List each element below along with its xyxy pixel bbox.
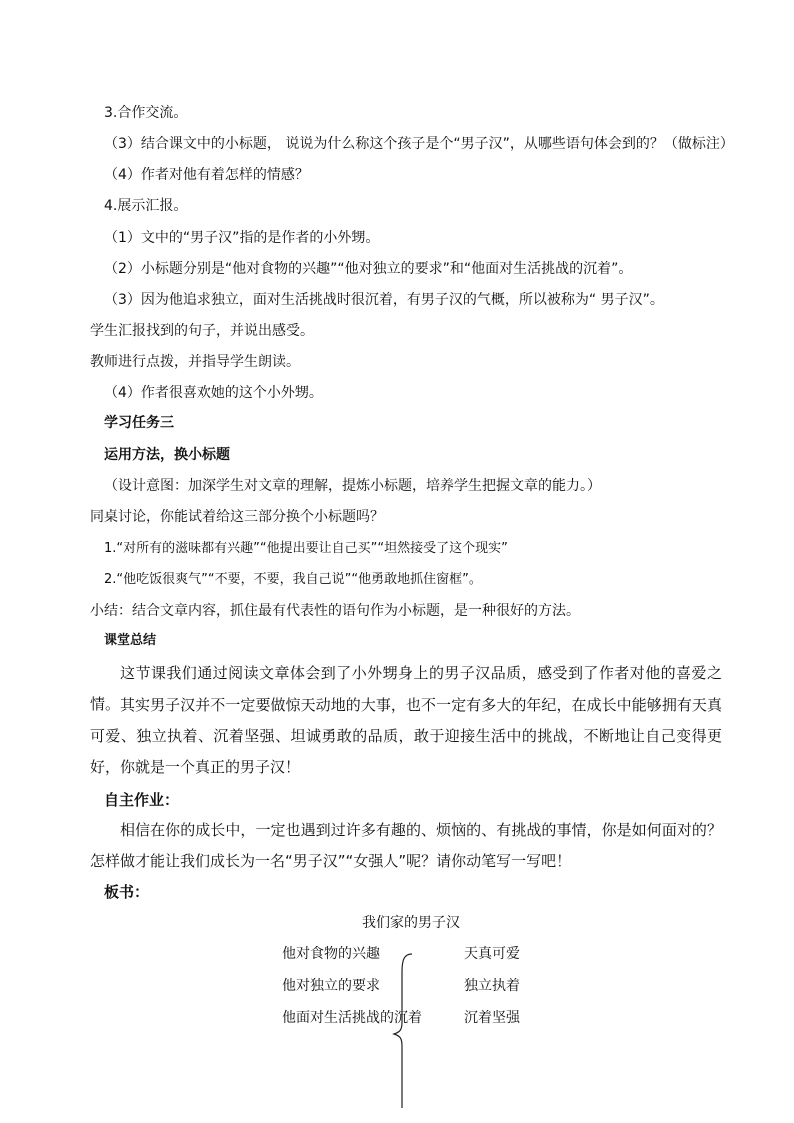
board-right-item: 天真可爱	[464, 946, 520, 962]
board-left-item: 他对食物的兴趣	[282, 946, 380, 962]
summary-paragraph-1: 这节课我们通过阅读文章体会到了小外甥身上的男子汉品质，感受到了作者对他的喜爱之情。	[90, 664, 722, 713]
board-left-item: 他对独立的要求	[282, 978, 380, 994]
board-heading: 板书：	[104, 883, 150, 901]
alternative-titles-2: 2.“他吃饭很爽气”“不要，不要，我自己说”“他勇敢地抓住窗框”。	[104, 572, 482, 587]
section-4-title: 4.展示汇报。	[104, 198, 188, 214]
answer-1: （1）文中的“男子汉”指的是作者的小外甥。	[104, 230, 380, 246]
board-title: 我们家的男子汉	[362, 915, 460, 931]
design-intent: （设计意图：加深学生对文章的理解，提炼小标题，培养学生把握文章的能力。）	[104, 478, 601, 494]
class-summary-heading: 课堂总结	[104, 633, 157, 648]
homework-paragraph: 相信在你的成长中，一定也遇到过许多有趣的、烦恼的、有挑战的事情，你是如何面对的？怎样做才能让我们成长为一名“男子汉”“女强人”呢？请你动笔写一写吧！	[90, 821, 722, 870]
alternative-titles-1: 1.“对所有的滋味都有兴趣”“他提出要让自己买”“坦然接受了这个现实”	[104, 541, 508, 556]
task-3-title: 运用方法，换小标题	[104, 447, 230, 463]
homework-heading: 自主作业：	[104, 791, 180, 809]
board-left-item: 他面对生活挑战的沉着	[282, 1010, 422, 1026]
brace-path	[394, 954, 412, 1108]
question-4: （4）作者对他有着怎样的情感？	[104, 167, 309, 183]
board-brace	[392, 952, 418, 1112]
teacher-guide: 教师进行点拨，并指导学生朗读。	[90, 354, 300, 370]
question-3: （3）结合课文中的小标题， 说说为什么称这个孩子是个“男子汉”，从哪些语句体会到的？（做标注）	[104, 136, 734, 152]
board-right-item: 独立执着	[464, 978, 520, 994]
summary-line: 小结：结合文章内容，抓住最有代表性的语句作为小标题，是一种很好的方法。	[90, 603, 580, 619]
board-right-item: 沉着坚强	[464, 1010, 520, 1026]
answer-4: （4）作者很喜欢她的这个小外甥。	[104, 385, 323, 401]
section-3-title: 3.合作交流。	[104, 105, 188, 121]
student-report: 学生汇报找到的句子，并说出感受。	[90, 323, 314, 339]
answer-2: （2）小标题分别是“他对食物的兴趣”“他对独立的要求”和“他面对生活挑战的沉着”。	[104, 261, 633, 277]
summary-paragraph-2: 其实男子汉并不一定要做惊天动地的大事，也不一定有多大的年纪，在成长中能够拥有天真可爱、独立执着、沉着坚强、坦诚勇敢的品质，敢于迎接生活中的挑战，不断地让自己变得更好，你就是一个真正的男子汉！	[90, 696, 722, 776]
answer-3: （3）因为他追求独立，面对生活挑战时很沉着，有男子汉的气概，所以被称为“ 男子汉”。	[104, 292, 664, 308]
discussion-prompt: 同桌讨论，你能试着给这三部分换个小标题吗？	[90, 509, 384, 525]
task-3-heading: 学习任务三	[104, 415, 174, 431]
